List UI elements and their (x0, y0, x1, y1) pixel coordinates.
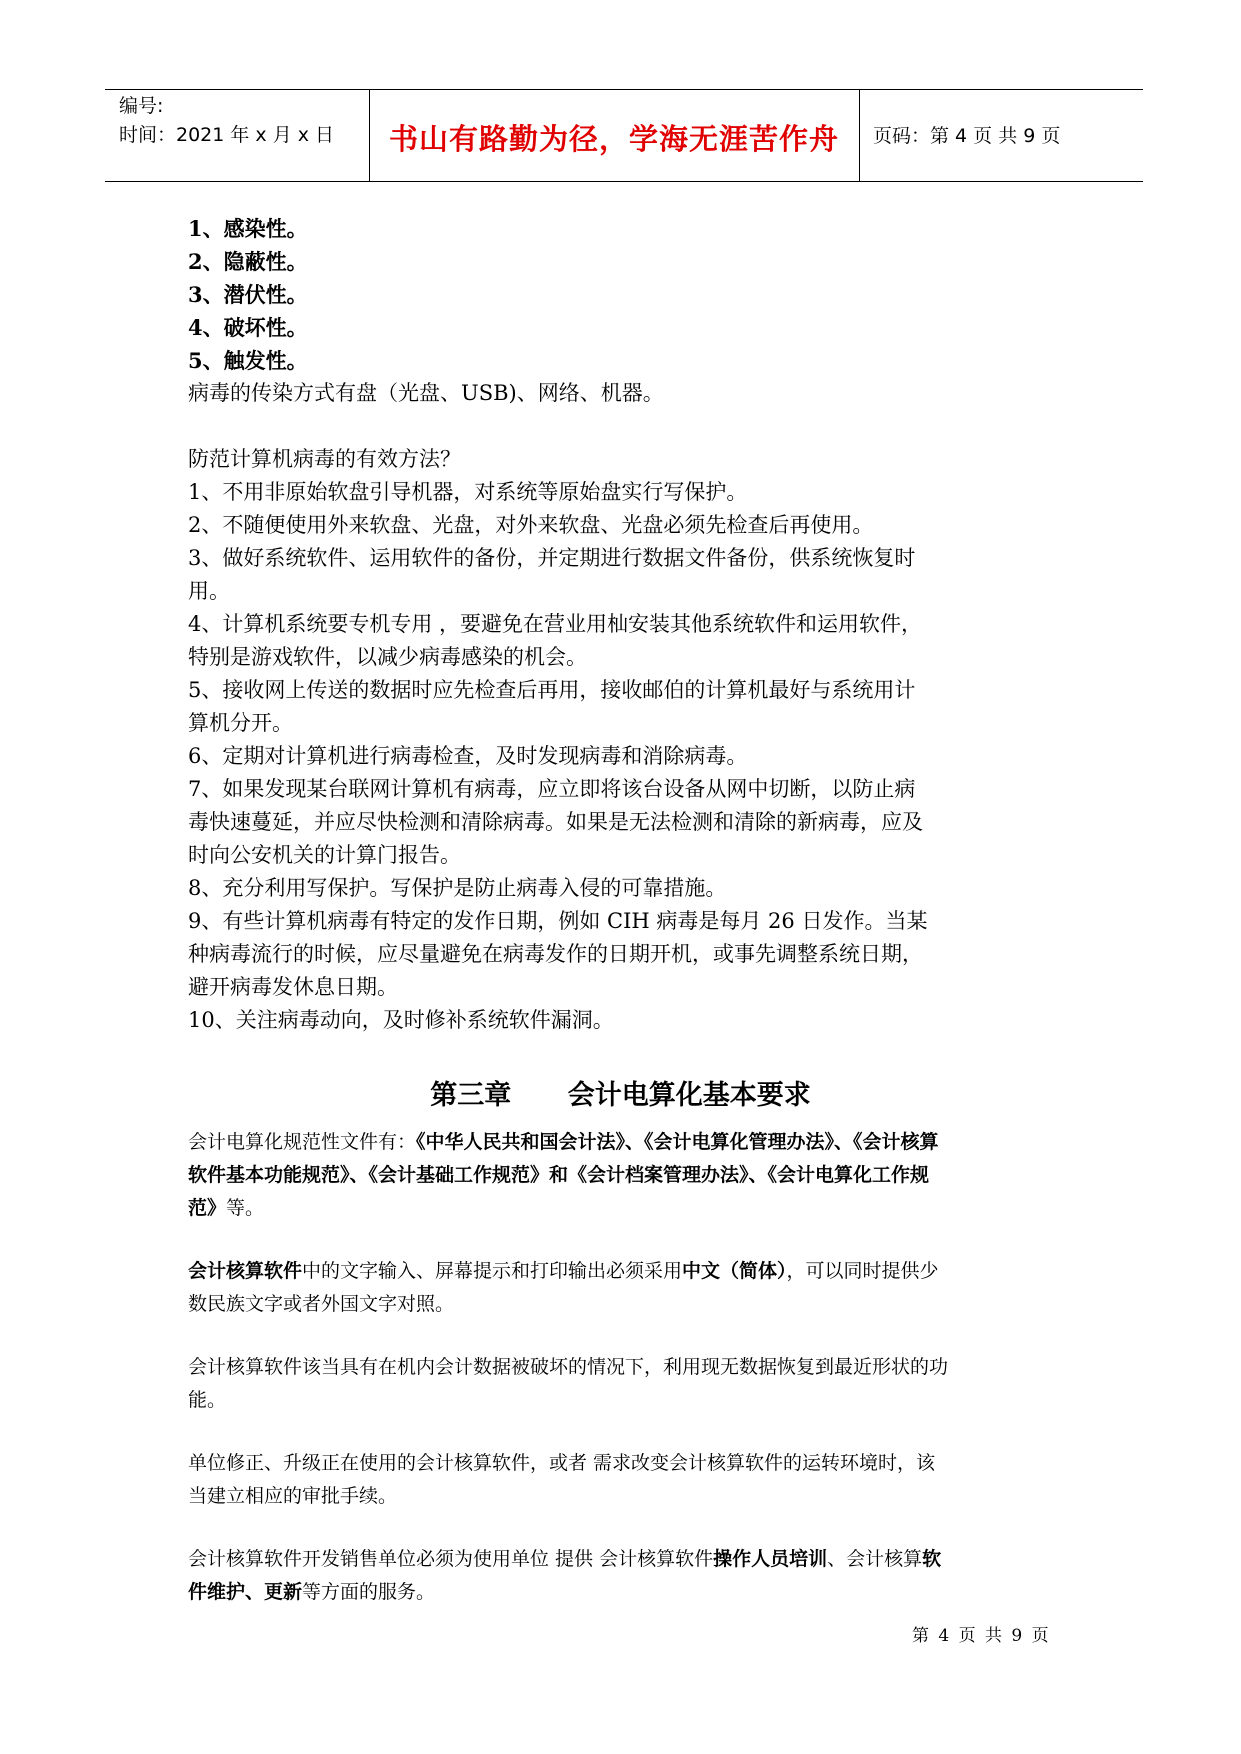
serial-label: 编号: (119, 95, 164, 117)
document-body (188, 212, 1068, 1037)
para2-text: 中的文字输入、屏幕提示和打印输出必须采用 (302, 1260, 683, 1282)
prevention-line: 7、如果发现某台联网计算机有病毒，应立即将该台设备从网中切断，以防止病 (188, 777, 916, 801)
para5-text: 等方面的服务。 (302, 1581, 436, 1603)
para2-bold: 中文（简体） (682, 1260, 787, 1282)
prevention-line: 5、接收网上传送的数据时应先检查后再用，接收邮伯的计算机最好与系统用计 (188, 678, 916, 702)
prevention-line: 特别是游戏软件，以减少病毒感染的机会。 (188, 645, 587, 669)
prevention-title: 防范计算机病毒的有效方法？ (188, 447, 461, 471)
para5-bold: 件维护、更新 (188, 1581, 303, 1603)
prevention-line: 9、有些计算机病毒有特定的发作日期，例如 CIH 病毒是每月 26 日发作。当某 (188, 909, 928, 933)
para5-bold: 操作人员培训 (713, 1548, 828, 1570)
time-label: 时间：2021 年 x 月 x 日 (119, 124, 335, 146)
paragraph (188, 1543, 1068, 1609)
chapter-title: 第三章 会计电算化基本要求 (430, 1080, 811, 1111)
prevention-line: 3、做好系统软件、运用软件的备份，并定期进行数据文件备份，供系统恢复时 (188, 546, 916, 570)
para2-text: 数民族文字或者外国文字对照。 (188, 1293, 455, 1315)
para2-bold: 会计核算软件 (188, 1260, 303, 1282)
header-top-rule (105, 89, 1143, 90)
para3-text: 会计核算软件该当具有在机内会计数据被破坏的情况下，利用现无数据恢复到最近形状的功 (188, 1356, 949, 1378)
characteristic-item: 5、触发性。 (188, 348, 308, 373)
prevention-line: 2、不随便使用外来软盘、光盘，对外来软盘、光盘必须先检查后再使用。 (188, 513, 874, 537)
prevention-line: 4、计算机系统要专机专用 ，要避免在营业用杣安装其他系统软件和运用软件， (188, 612, 923, 636)
para5-bold: 软 (922, 1548, 942, 1570)
prevention-line: 毒快速蔓延，并应尽快检测和清除病毒。如果是无法检测和清除的新病毒，应及 (188, 810, 923, 834)
characteristic-item: 2、隐蔽性。 (188, 249, 308, 274)
para3-text: 能。 (188, 1389, 227, 1411)
para1-bold: 范》 (188, 1197, 227, 1219)
para5-text: 会计核算软件开发销售单位必须为使用单位 提供 会计核算软件 (188, 1548, 714, 1570)
page-footer: 第 4 页 共 9 页 (912, 1626, 1049, 1646)
paragraph (188, 1447, 1068, 1513)
paragraph (188, 1126, 1068, 1225)
header-page-label: 页码：第 4 页 共 9 页 (873, 125, 1061, 147)
prevention-line: 8、充分利用写保护。写保护是防止病毒入侵的可靠措施。 (188, 876, 727, 900)
header-divider (859, 89, 860, 182)
prevention-line: 避开病毒发休息日期。 (188, 975, 398, 999)
prevention-line: 用。 (188, 579, 230, 603)
para1-text: 会计电算化规范性文件有： (188, 1131, 417, 1153)
paragraph (188, 1351, 1068, 1417)
para1-bold: 《中华人民共和国会计法》、《会计电算化管理办法》、《会计核算 (416, 1131, 939, 1153)
page-header (105, 89, 1143, 183)
para4-text: 当建立相应的审批手续。 (188, 1485, 398, 1507)
para5-text: 、会计核算 (827, 1548, 923, 1570)
header-motto: 书山有路勤为径，学海无涯苦作舟 (388, 122, 839, 156)
characteristic-item: 1、感染性。 (188, 216, 308, 241)
para1-bold: 软件基本功能规范》、《会计基础工作规范》和《会计档案管理办法》、《会计电算化工作规 (188, 1164, 930, 1186)
para1-text: 等。 (226, 1197, 265, 1219)
prevention-line: 时向公安机关的计算门报告。 (188, 843, 461, 867)
prevention-line: 10、关注病毒动向，及时修补系统软件漏洞。 (188, 1008, 614, 1032)
characteristic-item: 4、破坏性。 (188, 315, 308, 340)
prevention-line: 算机分开。 (188, 711, 293, 735)
prevention-line: 1、不用非原始软盘引导机器，对系统等原始盘实行写保护。 (188, 480, 748, 504)
para4-text: 单位修正、升级正在使用的会计核算软件，或者 需求改变会计核算软件的运转环境时，该 (188, 1452, 936, 1474)
characteristic-item: 3、潜伏性。 (188, 282, 308, 307)
chapter-body (188, 1126, 1068, 1609)
transmission-text: 病毒的传染方式有盘（光盘、USB)、网络、机器。 (188, 381, 664, 405)
prevention-line: 6、定期对计算机进行病毒检查，及时发现病毒和消除病毒。 (188, 744, 748, 768)
para2-text: ，可以同时提供少 (786, 1260, 939, 1282)
header-meta (119, 92, 334, 150)
header-bottom-rule (105, 181, 1143, 182)
paragraph (188, 1255, 1068, 1321)
prevention-line: 种病毒流行的时候，应尽量避免在病毒发作的日期开机，或事先调整系统日期， (188, 942, 923, 966)
